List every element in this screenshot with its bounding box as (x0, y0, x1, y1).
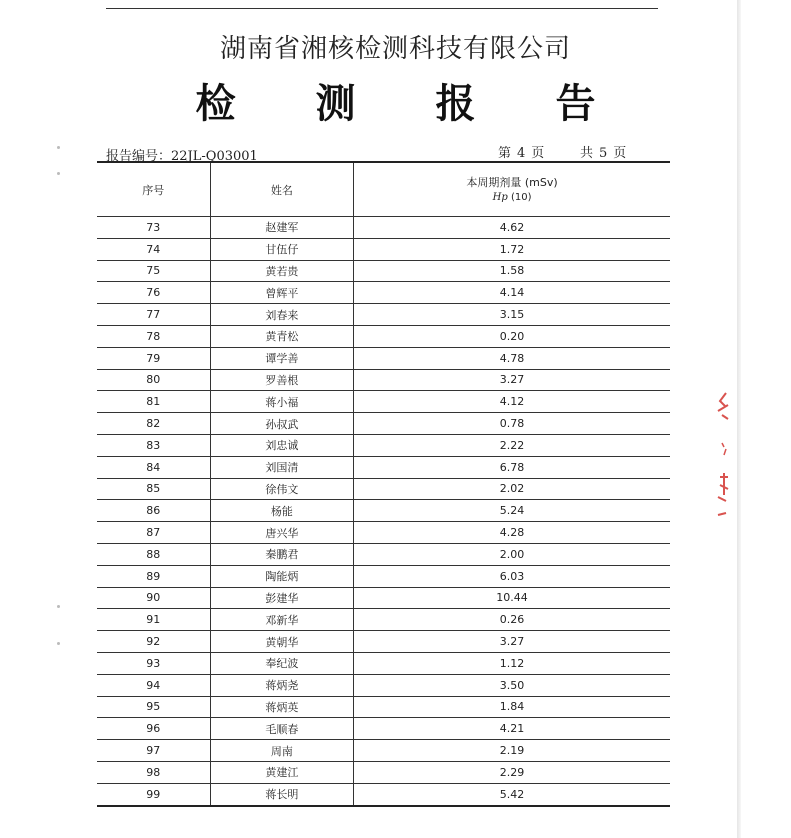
title-char: 报 (435, 81, 476, 127)
cell-seq: 90 (97, 587, 210, 609)
table-row (97, 543, 670, 565)
table-row (97, 565, 670, 587)
cell-seq: 99 (97, 783, 210, 805)
cell-dose: 4.28 (354, 522, 670, 544)
table-row (97, 761, 670, 783)
top-rule (106, 8, 658, 9)
title-char: 测 (315, 81, 356, 127)
page-indicator (498, 142, 544, 161)
header-seq: 序号 (97, 162, 210, 217)
table-body (97, 217, 670, 806)
cell-seq: 85 (97, 478, 210, 500)
cell-name: 黄若贵 (210, 260, 353, 282)
cell-seq: 97 (97, 740, 210, 762)
cell-name: 黄建江 (210, 761, 353, 783)
table-row (97, 783, 670, 805)
table-row (97, 304, 670, 326)
cell-name: 秦鹏君 (210, 543, 353, 565)
table-row (97, 631, 670, 653)
cell-seq: 78 (97, 325, 210, 347)
cell-name: 杨能 (210, 500, 353, 522)
cell-name: 蒋炳尧 (210, 674, 353, 696)
cell-seq: 77 (97, 304, 210, 326)
table-row (97, 238, 670, 260)
table-row (97, 609, 670, 631)
red-seal-stamp (712, 385, 734, 525)
table-row (97, 325, 670, 347)
table-row (97, 260, 670, 282)
cell-name: 刘春来 (210, 304, 353, 326)
company-name: 湖南省湘核检测科技有限公司 (219, 34, 571, 64)
cell-dose: 2.00 (354, 543, 670, 565)
dose-depth: (10) (510, 191, 532, 203)
cell-seq: 98 (97, 761, 210, 783)
cell-dose: 3.27 (354, 631, 670, 653)
cell-name: 黄朝华 (210, 631, 353, 653)
cell-seq: 82 (97, 413, 210, 435)
cell-dose: 1.58 (354, 260, 670, 282)
cell-seq: 81 (97, 391, 210, 413)
table-row (97, 718, 670, 740)
cell-name: 刘忠诚 (210, 434, 353, 456)
table-row (97, 413, 670, 435)
cell-dose: 3.50 (354, 674, 670, 696)
report-number-label: 报告编号： (106, 149, 172, 164)
table-row (97, 282, 670, 304)
cell-dose: 6.03 (354, 565, 670, 587)
table-row (97, 696, 670, 718)
cell-name: 赵建军 (210, 217, 353, 239)
cell-seq: 86 (97, 500, 210, 522)
table-row (97, 674, 670, 696)
title-char: 检 (195, 81, 236, 127)
scan-mark (57, 146, 60, 149)
table-row (97, 217, 670, 239)
scan-mark (57, 172, 60, 175)
cell-seq: 93 (97, 652, 210, 674)
cell-dose: 1.12 (354, 652, 670, 674)
table-row (97, 500, 670, 522)
dose-table (97, 161, 670, 807)
table-row (97, 369, 670, 391)
cell-dose: 4.12 (354, 391, 670, 413)
cell-name: 蒋炳英 (210, 696, 353, 718)
report-title (0, 72, 791, 129)
cell-dose: 3.27 (354, 369, 670, 391)
cell-name: 奉纪波 (210, 652, 353, 674)
cell-name: 谭学善 (210, 347, 353, 369)
cell-seq: 95 (97, 696, 210, 718)
page-label: 第 (498, 146, 512, 161)
cell-seq: 83 (97, 434, 210, 456)
cell-seq: 87 (97, 522, 210, 544)
header-dose-line1: 本周期剂量 (mSv) (466, 175, 558, 189)
total-label: 共 (580, 146, 594, 161)
cell-dose: 5.42 (354, 783, 670, 805)
cell-dose: 4.21 (354, 718, 670, 740)
cell-dose: 2.29 (354, 761, 670, 783)
cell-name: 黄青松 (210, 325, 353, 347)
cell-dose: 10.44 (354, 587, 670, 609)
cell-dose: 6.78 (354, 456, 670, 478)
cell-name: 刘国清 (210, 456, 353, 478)
cell-seq: 76 (97, 282, 210, 304)
cell-seq: 75 (97, 260, 210, 282)
cell-name: 蒋长明 (210, 783, 353, 805)
header-dose-line2 (354, 190, 670, 205)
cell-name: 毛顺春 (210, 718, 353, 740)
table-row (97, 522, 670, 544)
header-name: 姓名 (210, 162, 353, 217)
cell-name: 徐伟文 (210, 478, 353, 500)
table-row (97, 652, 670, 674)
table-row (97, 740, 670, 762)
total-unit: 页 (613, 146, 627, 161)
cell-seq: 91 (97, 609, 210, 631)
cell-name: 孙叔武 (210, 413, 353, 435)
cell-dose: 2.02 (354, 478, 670, 500)
cell-seq: 89 (97, 565, 210, 587)
table-row (97, 478, 670, 500)
report-meta (106, 142, 666, 162)
title-char: 告 (555, 81, 596, 127)
cell-name: 曾辉平 (210, 282, 353, 304)
table-row (97, 456, 670, 478)
cell-name: 唐兴华 (210, 522, 353, 544)
page-current: 4 (517, 146, 526, 161)
cell-dose: 0.78 (354, 413, 670, 435)
cell-dose: 4.62 (354, 217, 670, 239)
scan-mark (57, 605, 60, 608)
cell-seq: 73 (97, 217, 210, 239)
cell-dose: 0.26 (354, 609, 670, 631)
cell-seq: 96 (97, 718, 210, 740)
cell-dose: 4.14 (354, 282, 670, 304)
cell-dose: 2.19 (354, 740, 670, 762)
cell-name: 甘伍仔 (210, 238, 353, 260)
cell-seq: 74 (97, 238, 210, 260)
table-row (97, 587, 670, 609)
cell-name: 邓新华 (210, 609, 353, 631)
cell-dose: 5.24 (354, 500, 670, 522)
cell-seq: 79 (97, 347, 210, 369)
cell-dose: 2.22 (354, 434, 670, 456)
cell-dose: 4.78 (354, 347, 670, 369)
cell-dose: 1.72 (354, 238, 670, 260)
page-unit: 页 (531, 146, 545, 161)
cell-name: 罗善根 (210, 369, 353, 391)
cell-dose: 0.20 (354, 325, 670, 347)
dose-symbol: Hp (492, 191, 508, 203)
cell-name: 蒋小福 (210, 391, 353, 413)
table-header-row (97, 162, 670, 217)
scan-mark (57, 642, 60, 645)
cell-name: 周南 (210, 740, 353, 762)
cell-name: 陶能炳 (210, 565, 353, 587)
total-value: 5 (599, 146, 608, 161)
cell-name: 彭建华 (210, 587, 353, 609)
cell-dose: 1.84 (354, 696, 670, 718)
table-row (97, 391, 670, 413)
cell-dose: 3.15 (354, 304, 670, 326)
cell-seq: 88 (97, 543, 210, 565)
total-pages (580, 142, 626, 161)
table-row (97, 434, 670, 456)
cell-seq: 92 (97, 631, 210, 653)
cell-seq: 80 (97, 369, 210, 391)
cell-seq: 94 (97, 674, 210, 696)
header-dose (354, 162, 670, 217)
report-number-value: 22JL-Q03001 (171, 149, 258, 164)
cell-seq: 84 (97, 456, 210, 478)
table-row (97, 347, 670, 369)
